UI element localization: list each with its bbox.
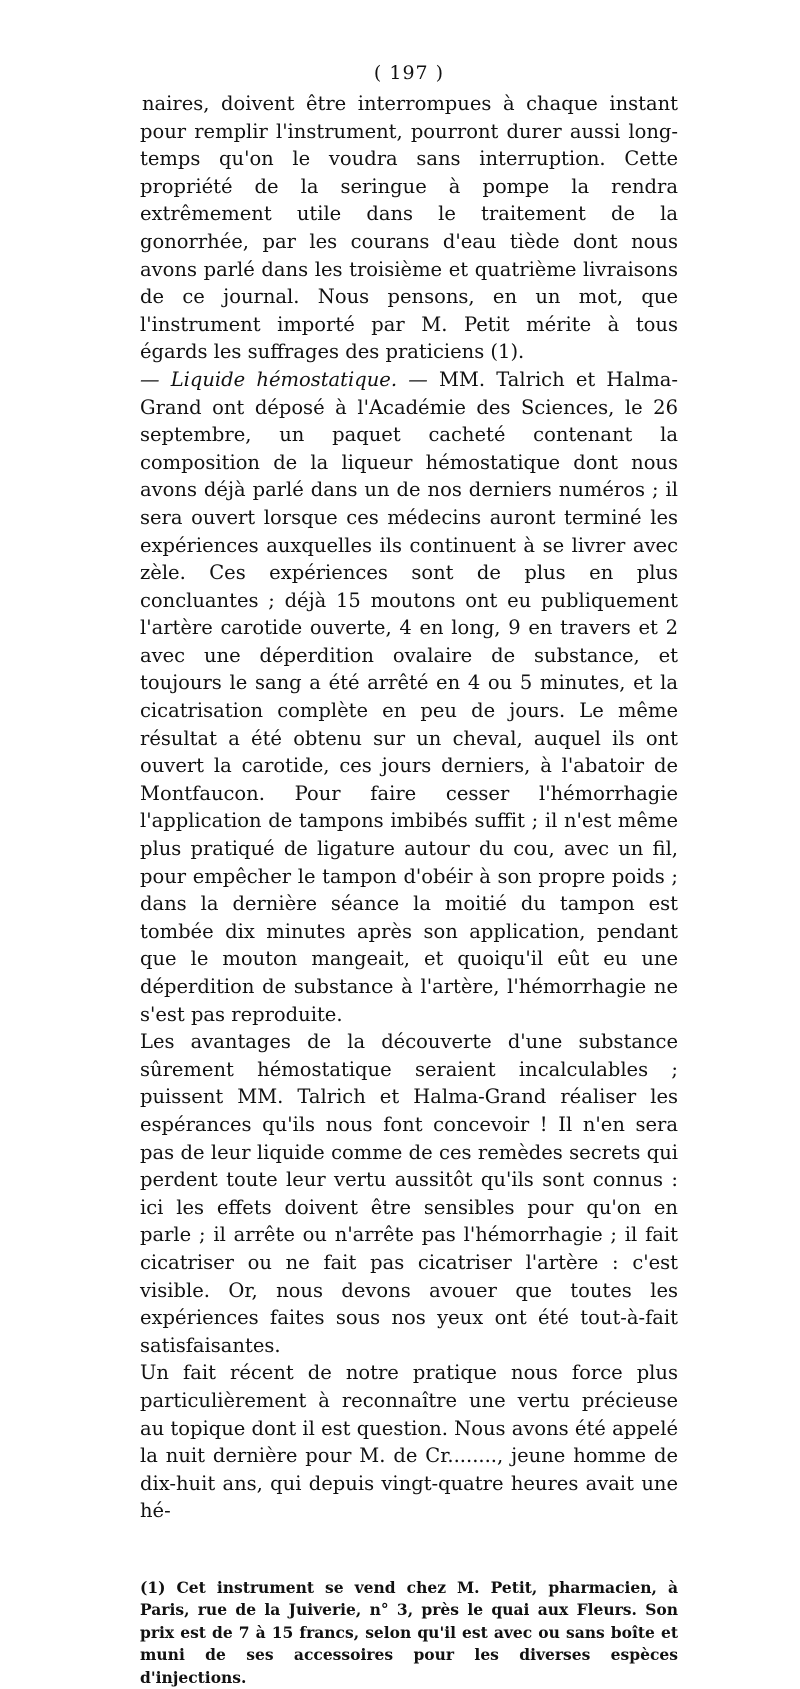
footnotes: [140, 1577, 678, 1689]
section-heading: — Liquide hémostatique. —: [140, 367, 428, 391]
paragraph-4: Un fait récent de notre pratique nous force plus particulièrement à reconnaître une vertu précieuse au topique dont il est question. Nous avons été appelé la nuit dernière pour M. de Cr........, jeune homme de dix-huit ans, qui depuis vingt-quatre heures avait une hé-: [140, 1361, 678, 1523]
page-number: ( 197 ): [373, 62, 445, 84]
paragraph-2: [140, 366, 678, 1028]
paragraph-2-text: MM. Talrich et Halma-Grand ont déposé à l'Académie des Sciences, le 26 septembre, un paquet cacheté contenant la composition de la liqueur hémostatique dont nous avons déjà parlé dans un de nos derniers numéros ; il sera ouvert lorsque ces médecins auront terminé les expériences auxquelles ils continuent à se livrer avec zèle. Ces expériences sont de plus en plus concluantes ; déjà 15 moutons ont eu publiquement l'artère carotide ouverte, 4 en long, 9 en travers et 2 avec une déperdition ovalaire de substance, et toujours le sang a été arrêté en 4 ou 5 minutes, et la cicatrisation complète en peu de jours. Le même résultat a été obtenu sur un cheval, auquel ils ont ouvert la carotide, ces jours derniers, à l'abatoir de Montfaucon. Pour faire cesser l'hémorrhagie l'application de tampons imbibés suffit ; il n'est même plus pratiqué de ligature autour du cou, avec un fil, pour empêcher le tampon d'obéir à son propre poids ; dans la dernière séance la moitié du tampon est tombée dix minutes après son application, pendant que le mouton mangeait, et quoiqu'il eût eu une déperdition de substance à l'artère, l'hémorrhagie ne s'est pas reproduite.: [140, 367, 678, 1026]
book-page: [140, 60, 678, 1689]
body-text: [140, 90, 678, 1525]
footnote-1: (1) Cet instrument se vend chez M. Petit, pharmacien, à Paris, rue de la Juiverie, n° 3, près le quai aux Fleurs. Son prix est de 7 à 15 francs, selon qu'il est avec ou sans boîte et muni de ses accessoires pour les diverses espèces d'injections.: [140, 1577, 678, 1687]
paragraph-1: naires, doivent être interrompues à chaque instant pour remplir l'instrument, pourront durer aussi long-temps qu'on le voudra sans interruption. Cette propriété de la seringue à pompe la rendra extrêmement utile dans le traitement de la gonorrhée, par les courans d'eau tiède dont nous avons parlé dans les troisième et quatrième livraisons de ce journal. Nous pensons, en un mot, que l'instrument importé par M. Petit mérite à tous égards les suffrages des praticiens (1).: [140, 92, 678, 364]
paragraph-3: Les avantages de la découverte d'une substance sûrement hémostatique seraient incalculables ; puissent MM. Talrich et Halma-Grand réaliser les espérances qu'ils nous font concevoir ! Il n'en sera pas de leur liquide comme de ces remèdes secrets qui perdent toute leur vertu aussitôt qu'ils sont connus : ici les effets doivent être sensibles pour qu'on en parle ; il arrête ou n'arrête pas l'hémorrhagie ; il fait cicatriser ou ne fait pas cicatriser l'artère : c'est visible. Or, nous devons avouer que toutes les expériences faites sous nos yeux ont été tout-à-fait satisfaisantes.: [140, 1030, 678, 1357]
